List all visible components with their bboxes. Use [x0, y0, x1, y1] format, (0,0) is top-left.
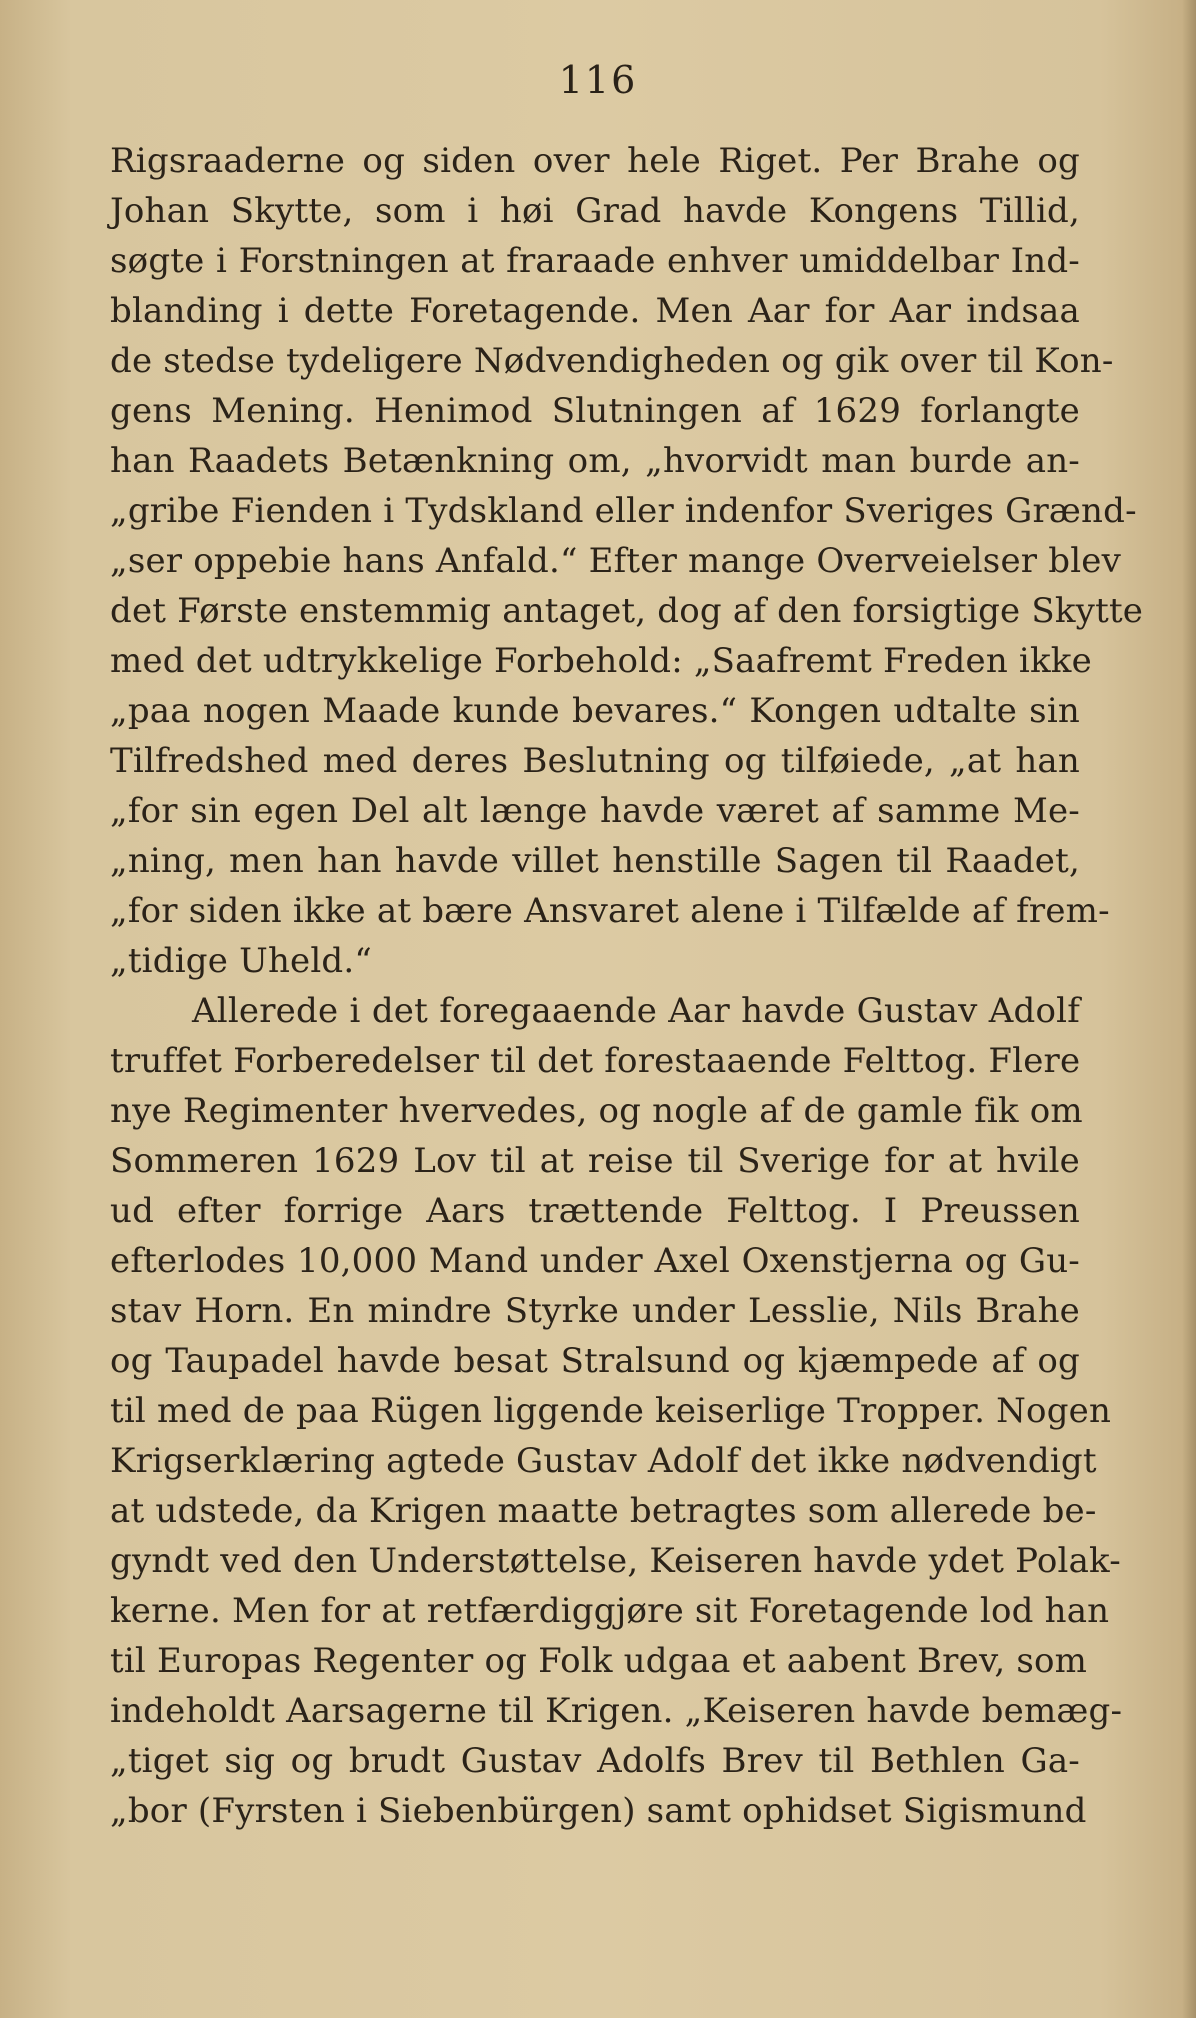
page-edge-shadow: [1182, 0, 1196, 2018]
text-line: søgte i Forstningen at fraraade enhver umiddelbar Ind-: [110, 241, 1080, 281]
text-line: „tiget sig og brudt Gustav Adolfs Brev til Bethlen Ga-: [110, 1741, 1080, 1781]
text-line: til med de paa Rügen liggende keiserlige Tropper. Nogen: [110, 1391, 1112, 1431]
text-line: med det udtrykkelige Forbehold: „Saafremt Freden ikke: [110, 641, 1092, 681]
text-line: „ning, men han havde villet henstille Sagen til Raadet,: [110, 841, 1080, 881]
text-line: blanding i dette Foretagende. Men Aar for Aar indsaa: [110, 291, 1080, 331]
text-line: „for siden ikke at bære Ansvaret alene i Tilfælde af frem-: [110, 891, 1110, 931]
text-line: „bor (Fyrsten i Siebenbürgen) samt ophidset Sigismund: [110, 1791, 1087, 1831]
text-line: „paa nogen Maade kunde bevares.“ Kongen udtalte sin: [110, 691, 1080, 731]
body-text: [110, 136, 1144, 1836]
text-line: gyndt ved den Understøttelse, Keiseren havde ydet Polak-: [110, 1541, 1121, 1581]
text-line: de stedse tydeligere Nødvendigheden og gik over til Kon-: [110, 341, 1114, 381]
text-line: til Europas Regenter og Folk udgaa et aabent Brev, som: [110, 1641, 1088, 1681]
text-line: stav Horn. En mindre Styrke under Lesslie, Nils Brahe: [110, 1291, 1080, 1331]
text-line: at udstede, da Krigen maatte betragtes som allerede be-: [110, 1491, 1097, 1531]
text-line: gens Mening. Henimod Slutningen af 1629 forlangte: [110, 391, 1080, 431]
text-line: efterlodes 10,000 Mand under Axel Oxenstjerna og Gu-: [110, 1241, 1080, 1281]
page-number: 116: [558, 58, 638, 102]
text-line: „ser oppebie hans Anfald.“ Efter mange Overveielser blev: [110, 541, 1121, 581]
text-line: det Første enstemmig antaget, dog af den forsigtige Skytte: [110, 591, 1144, 631]
text-line-paragraph-start: Allerede i det foregaaende Aar havde Gustav Adolf: [192, 991, 1080, 1031]
text-line: indeholdt Aarsagerne til Krigen. „Keiseren havde bemæg-: [110, 1691, 1123, 1731]
text-line: Tilfredshed med deres Beslutning og tilføiede, „at han: [110, 741, 1080, 781]
text-line: „gribe Fienden i Tydskland eller indenfor Sveriges Grænd-: [110, 491, 1137, 531]
text-line: Sommeren 1629 Lov til at reise til Sverige for at hvile: [110, 1141, 1080, 1181]
text-line: Rigsraaderne og siden over hele Riget. Per Brahe og: [110, 141, 1080, 181]
text-line: kerne. Men for at retfærdiggjøre sit Foretagende lod han: [110, 1591, 1110, 1631]
text-line: truffet Forberedelser til det forestaaende Felttog. Flere: [110, 1041, 1081, 1081]
text-line: han Raadets Betænkning om, „hvorvidt man burde an-: [110, 441, 1080, 481]
text-line: ud efter forrige Aars trættende Felttog. I Preussen: [110, 1191, 1080, 1231]
text-line: „for sin egen Del alt længe havde været af samme Me-: [110, 791, 1080, 831]
text-line: Johan Skytte, som i høi Grad havde Kongens Tillid,: [110, 191, 1080, 231]
text-line: og Taupadel havde besat Stralsund og kjæmpede af og: [110, 1341, 1080, 1381]
text-line-paragraph-end: „tidige Uheld.“: [110, 941, 372, 981]
text-line: nye Regimenter hvervedes, og nogle af de gamle fik om: [110, 1091, 1083, 1131]
text-line: Krigserklæring agtede Gustav Adolf det ikke nødvendigt: [110, 1441, 1097, 1481]
